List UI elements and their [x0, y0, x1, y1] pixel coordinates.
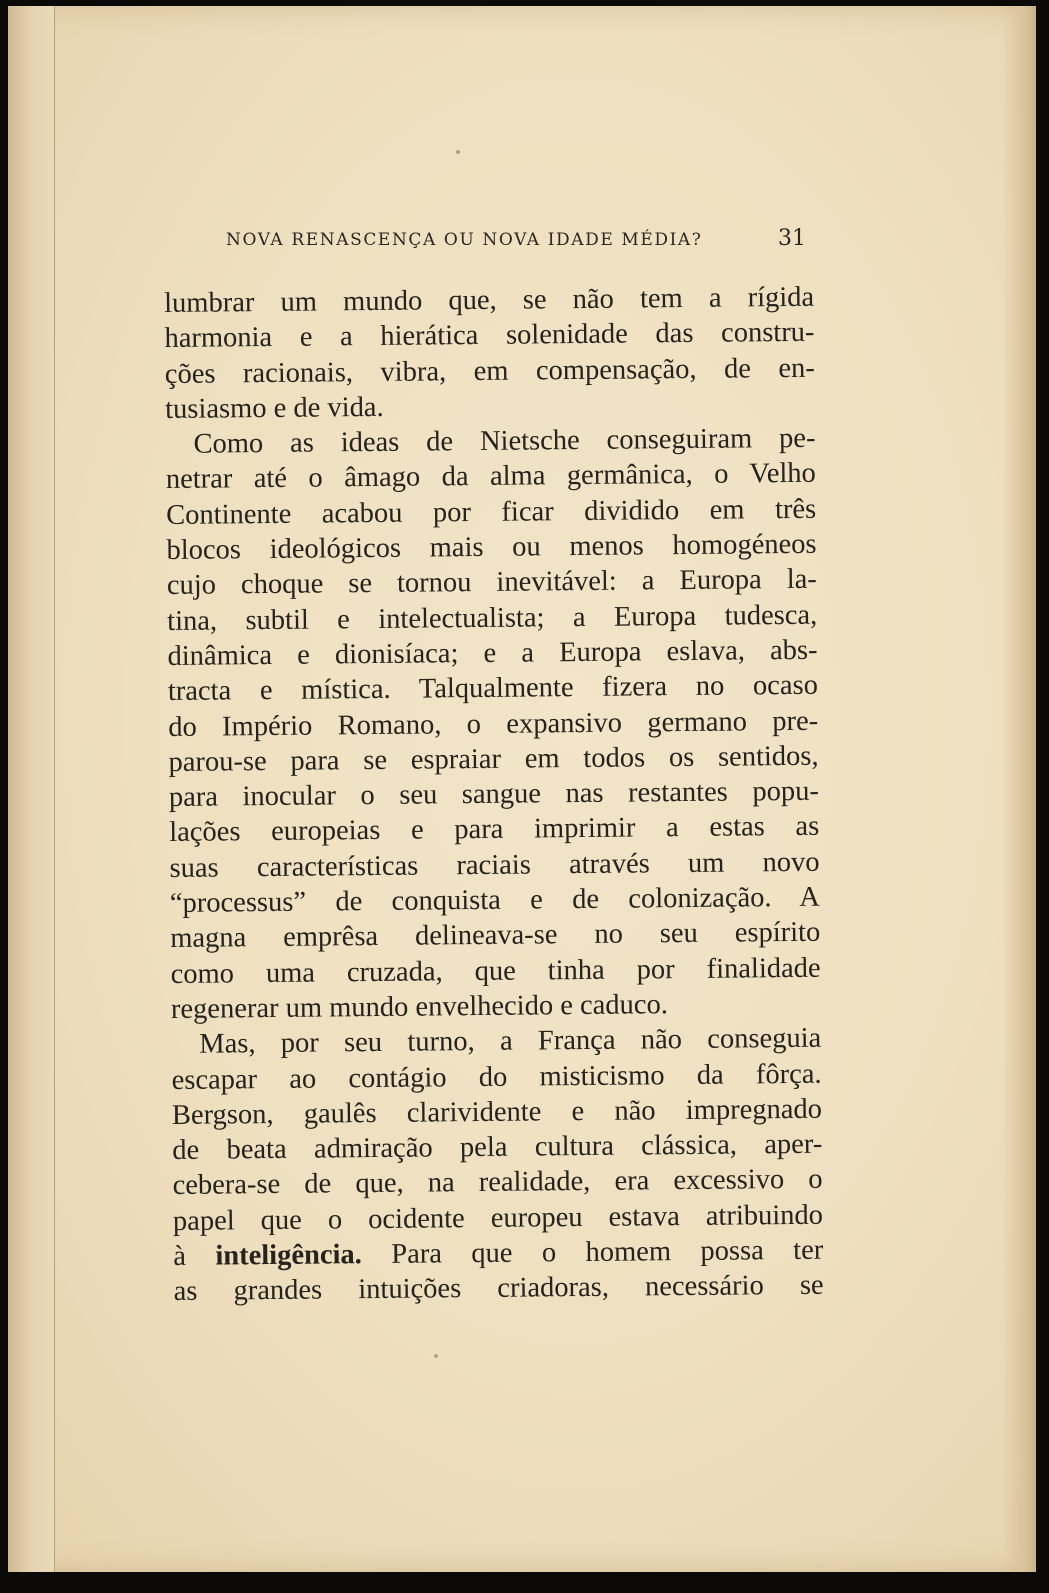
text-line: tracta e mística. Talqualmente fizera no ocaso: [167, 670, 819, 708]
text-line: harmonia e a hierática solenidade das constru-: [164, 317, 815, 355]
text-line: Mas, por seu turno, a França não conseguia: [199, 1022, 822, 1060]
text-line: Bergson, gaulês clarividente e não impregnado: [171, 1093, 823, 1131]
text-line: de beata admiração pela cultura clássica, aper-: [172, 1128, 823, 1167]
body-text: [164, 280, 824, 1310]
text-line: lações europeias e para imprimir a estas as: [169, 811, 820, 849]
text-line: dinâmica e dionisíaca; e a Europa eslava, abs-: [167, 634, 818, 672]
text-line: “processus” de conquista e de colonização. A: [169, 881, 821, 920]
text-line: lumbrar um mundo que, se não tem a rígida: [164, 281, 815, 319]
text-line: netrar até o âmago da alma germânica, o Velho: [165, 458, 816, 496]
text-line: papel que o ocidente europeu estava atribuindo: [172, 1199, 824, 1237]
paper-speck: [456, 150, 460, 154]
text-line: para inocular o seu sangue nas restantes popu-: [168, 775, 820, 814]
bold-term: inteligência.: [215, 1239, 362, 1272]
page-edge: [1002, 6, 1036, 1572]
text-line: as grandes intuições criadoras, necessário se: [173, 1270, 824, 1308]
text-run: à: [173, 1240, 216, 1272]
text-line: cebera-se de que, na realidade, era excessivo o: [172, 1164, 823, 1202]
running-title: NOVA RENASCENÇA OU NOVA IDADE MÉDIA?: [226, 230, 703, 250]
text-line: cujo choque se tornou inevitável: a Europa la-: [166, 564, 817, 602]
text-line: tina, subtil e intelectualista; a Europa tudesca,: [167, 599, 818, 637]
text-line: ções racionais, vibra, em compensação, de en-: [164, 352, 815, 390]
text-line: Como as ideas de Nietsche conseguiram pe-: [193, 422, 816, 460]
text-line: do Império Romano, o expansivo germano pre-: [168, 705, 819, 743]
text-line: como uma cruzada, que tinha por finalidade: [170, 952, 821, 990]
paper-speck: [434, 1354, 438, 1358]
text-line: suas características raciais através um novo: [169, 846, 820, 884]
text-run: Para que o homem possa ter: [361, 1234, 824, 1271]
text-line: escapar ao contágio do misticismo da fôrça.: [171, 1058, 822, 1096]
text-line: blocos ideológicos mais ou menos homogéneos: [166, 528, 817, 567]
page-number: 31: [778, 226, 806, 251]
running-head: [226, 226, 806, 256]
text-line: Continente acabou por ficar dividido em três: [166, 493, 817, 531]
text-line: regenerar um mundo envelhecido e caduco.: [170, 989, 669, 1025]
binding-gutter: [8, 6, 55, 1572]
text-line: tusiasmo e de vida.: [165, 391, 384, 425]
text-line: magna emprêsa delineava-se no seu espírito: [170, 917, 821, 955]
text-line: parou-se para se espraiar em todos os sentidos,: [168, 740, 819, 778]
